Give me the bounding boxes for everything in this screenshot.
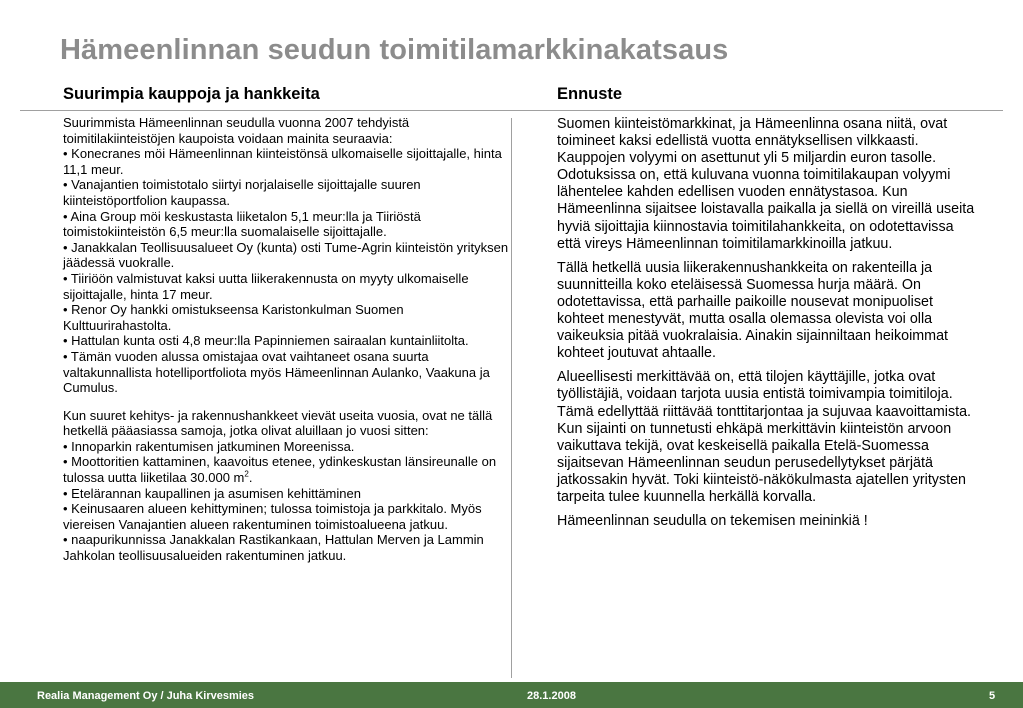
right-column-body <box>557 116 977 537</box>
footer-date: 28.1.2008 <box>527 690 576 702</box>
footer-bar <box>0 682 1023 708</box>
project-item: • Innoparkin rakentumisen jatkuminen Moreenissa. <box>63 438 355 454</box>
deal-item: • Renor Oy hankki omistukseensa Karistonkulman Suomen Kulttuurirahastolta. <box>63 302 404 333</box>
column-divider <box>511 118 512 678</box>
project-item: • naapurikunnissa Janakkalan Rastikankaan, Hattulan Merven ja Lammin Jahkolan teollisuusalueiden rakentuminen jatkuu. <box>63 532 484 564</box>
deal-item: • Janakkalan Teollisuusalueet Oy (kunta) osti Tume-Agrin kiinteistön yrityksen jäädessä vuokralle. <box>63 239 509 271</box>
project-item: • Moottoritien kattaminen, kaavoitus etenee, ydinkeskustan länsireunalle on tulossa uutta liiketilaa 30.000 $m^2$. <box>63 454 497 486</box>
footer-page-number: 5 <box>989 690 996 702</box>
left-column-body <box>63 115 509 564</box>
right-column-heading: Ennuste <box>557 85 623 103</box>
forecast-paragraph: Tällä hetkellä uusia liikerakennushankkeita on rakenteilla ja suunnitteilla koko eteläisessä Suomessa hurja määrä. On odotettavissa, että parhaille paikoille nousevat monipuoliset kohteet menestyvät, mutta osalla olemassa olevista voi olla vaikeuksia pitää vuokralaisia. Ainakin sijainniltaan heikoimmat kohteet joutuvat ahtaalle. <box>557 259 948 362</box>
paragraph-gap <box>63 396 509 408</box>
forecast-paragraph: Suomen kiinteistömarkkinat, ja Hämeenlinna osana niitä, ovat toimineet kaksi edellistä vuotta ennätyksellisen vilkkaasti. Kauppojen volyymi on asettunut yli 5 miljardin euron tasolle. Odotuksissa on, että kuluvana vuonna toimitilakaupan volyymi lähentelee kahden edellisen vuoden ennätystasoa. Kun Hämeenlinna sijaitsee loistavalla paikalla ja siellä on vireillä useita hyviä sijoittajia kiinnostavia toimitilahankkeita, on odotettavissa että vireys Hämeenlinnan toimitilamarkkinoilla jatkuu. <box>557 116 975 252</box>
forecast-paragraph: Alueellisesti merkittävää on, että tilojen käyttäjille, jotka ovat työllistäjiä, voidaan tarjota uusia entistä toimivampia toimitiloja. Tämä edellyttää riittävää tonttitarjontaa ja sujuvaa kaavoittamista. Kun sijainti on tunnetusti ehkäpä merkittävin kiinteistön arvoon vaikuttava tekijä, ovat keskeisellä paikalla Etelä-Suomessa sijaitsevan Hämeenlinnan seudun perusedellytykset pärjätä jatkossakin hyvät. Toki kiinteistö-näkökulmasta ajatellen yritysten tarpeita tulee kuunnella herkällä korvalla. <box>557 369 972 505</box>
deal-item: • Hattulan kunta osti 4,8 meur:lla Papinniemen sairaalan kuntainliitolta. <box>63 333 469 349</box>
projects-intro: Kun suuret kehitys- ja rakennushankkeet vievät useita vuosia, ovat ne tällä hetkellä pääasiassa samoja, jotka olivat aluillaan jo vuosi sitten: <box>63 407 493 439</box>
deal-item: • Aina Group möi keskustasta liiketalon 5,1 meur:lla ja Tiiriöstä toimistokiinteistön 6,5 meur:lla suomalaiselle sijoittajalle. <box>63 208 421 240</box>
forecast-paragraph: Hämeenlinnan seudulla on tekemisen meininkiä ! <box>557 513 868 530</box>
deal-item: • Konecranes möi Hämeenlinnan kiinteistönsä ulkomaiselle sijoittajalle, hinta 11,1 meur. <box>63 146 502 177</box>
deal-item: • Vanajantien toimistotalo siirtyi norjalaiselle sijoittajalle suuren kiinteistöportfolion kaupassa. <box>63 177 421 208</box>
header-divider <box>20 110 1003 111</box>
slide-title: Hämeenlinnan seudun toimitilamarkkinakatsaus <box>60 34 729 66</box>
left-column-heading: Suurimpia kauppoja ja hankkeita <box>63 85 320 103</box>
deal-item: • Tämän vuoden alussa omistajaa ovat vaihtaneet osana suurta valtakunnallista hotelliportfoliota myös Hämeenlinnan Aulanko, Vaakuna ja Cumulus. <box>63 348 490 396</box>
footer-company: Realia Management Oy / Juha Kirvesmies <box>37 690 255 702</box>
deal-item: • Tiiriöön valmistuvat kaksi uutta liikerakennusta on myyty ulkomaiselle sijoittajalle, hinta 17 meur. <box>63 270 469 302</box>
deals-intro: Suurimmista Hämeenlinnan seudulla vuonna 2007 tehdyistä toimitilakiinteistöjen kaupoista voidaan mainita seuraavia: <box>63 115 410 146</box>
project-item: • Keinusaaren alueen kehittyminen; tulossa toimistoja ja parkkitalo. Myös viereisen Vanajantien alueen rakentuminen toimistoalueena jatkuu. <box>63 501 482 532</box>
project-item: • Etelärannan kaupallinen ja asumisen kehittäminen <box>63 485 361 501</box>
